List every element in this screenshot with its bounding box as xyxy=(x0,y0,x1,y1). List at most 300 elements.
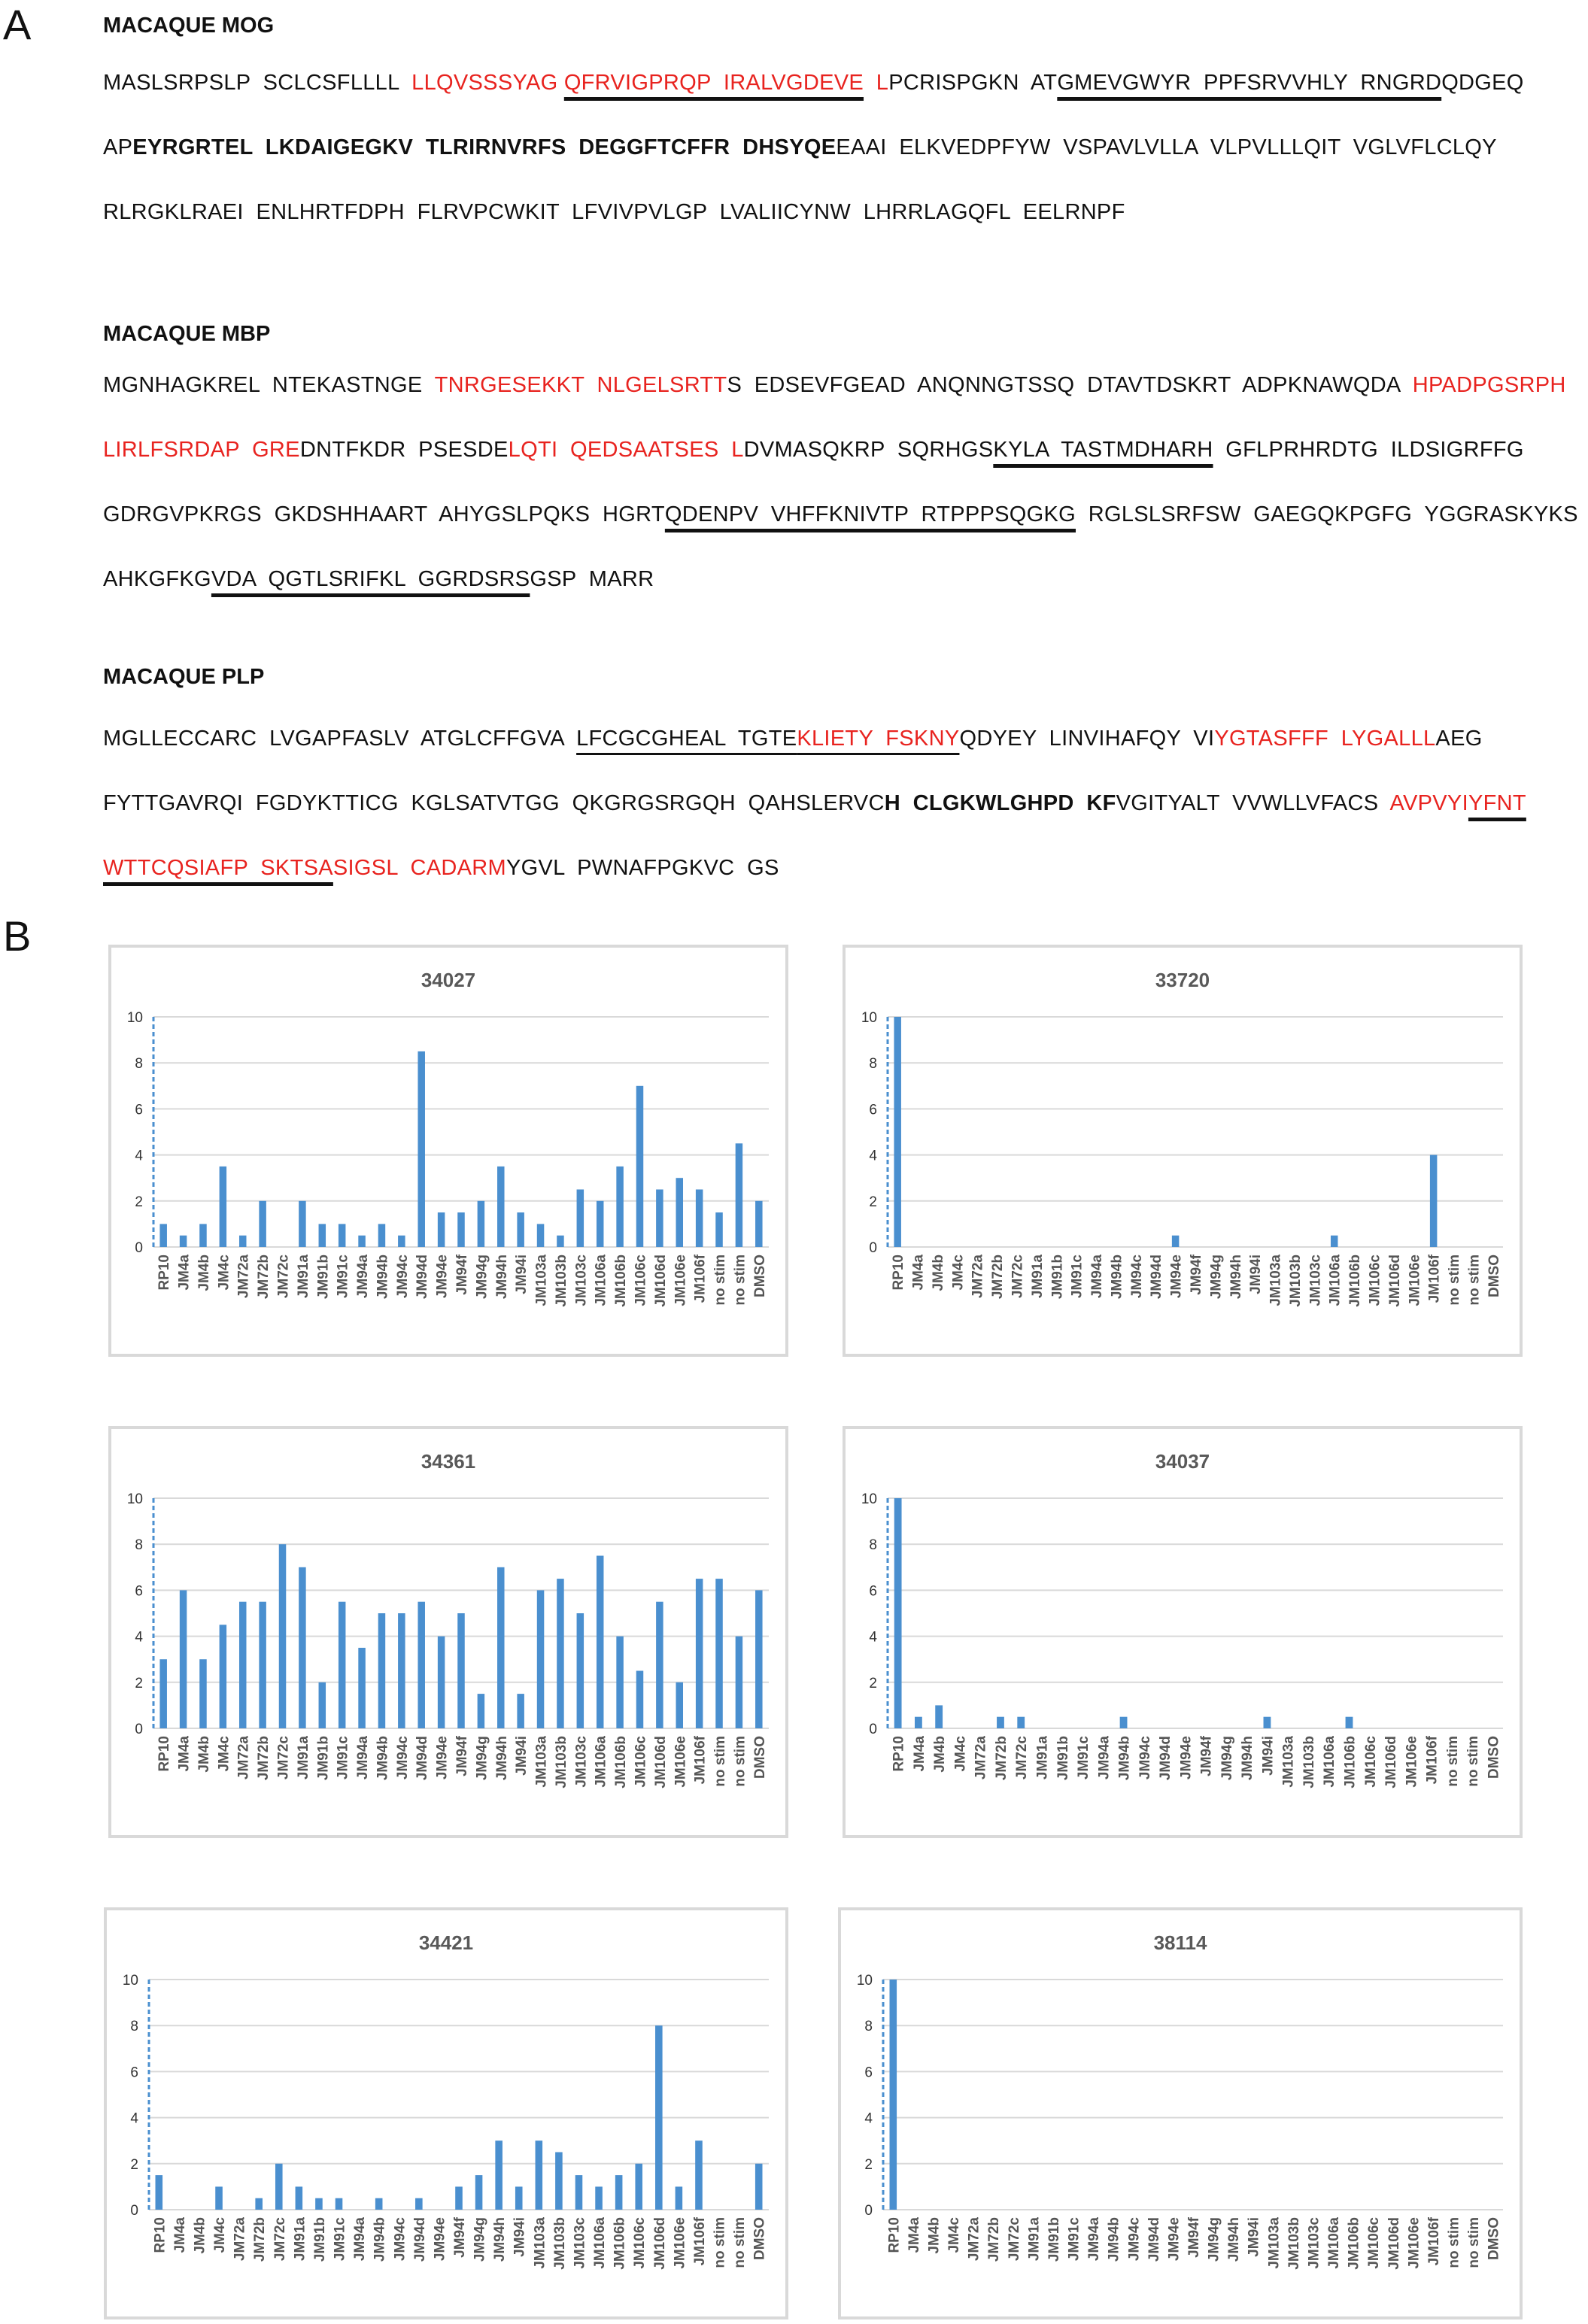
x-tick-label: JM106e xyxy=(1406,2217,1423,2269)
sequence-segment: RLRGKLRAEI ENLHRTFDPH FLRVPCWKIT LFVIVPVLGP LVALIICYNW LHRRLAGQFL EELRNPF xyxy=(103,200,1125,224)
x-tick-label: JM72b xyxy=(252,2217,269,2262)
sequence-segment: SIGSL CADARM xyxy=(332,856,506,880)
x-tick-label: JM91b xyxy=(315,1255,332,1300)
x-tick-label: JM106d xyxy=(652,1736,669,1789)
x-tick-label: JM106d xyxy=(652,1255,669,1307)
bar xyxy=(457,1212,464,1247)
panel-label-b: B xyxy=(3,912,32,960)
x-tick-label: JM72c xyxy=(1010,1255,1026,1299)
x-tick-label: JM106c xyxy=(1362,1736,1379,1788)
bar xyxy=(537,1590,544,1728)
x-tick-label: JM106e xyxy=(672,2217,688,2269)
x-tick-label: JM72c xyxy=(275,1736,292,1780)
x-tick-label: JM4c xyxy=(216,1736,232,1772)
x-tick-label: JM91c xyxy=(1066,2217,1082,2262)
bar xyxy=(415,2198,423,2210)
x-tick-label: JM94g xyxy=(1206,2217,1222,2262)
bar xyxy=(656,1190,663,1248)
sequence-segment: DNTFKDR PSESDE xyxy=(299,438,509,462)
x-tick-label: JM94h xyxy=(1228,1255,1244,1300)
y-tick-label: 4 xyxy=(864,2110,873,2127)
x-tick-label: JM72a xyxy=(973,1736,989,1780)
x-tick-label: JM72c xyxy=(1014,1736,1031,1780)
x-tick-label: JM103c xyxy=(1306,2217,1322,2269)
x-tick-label: no stim xyxy=(1444,1736,1461,1787)
y-tick-label: 10 xyxy=(861,1491,877,1507)
x-tick-label: JM94g xyxy=(1208,1255,1225,1300)
x-tick-label: JM91b xyxy=(311,2217,328,2262)
x-tick-label: JM106b xyxy=(613,1736,630,1789)
sequence-segment: VGITYALT VVWLLVFACS xyxy=(1116,791,1390,815)
x-tick-label: JM106c xyxy=(1367,1255,1383,1306)
y-tick-label: 10 xyxy=(861,1010,877,1026)
chart-title: 34361 xyxy=(421,1450,476,1473)
x-tick-label: JM94f xyxy=(452,2217,468,2258)
x-tick-label: JM106a xyxy=(593,1736,609,1788)
x-tick-label: JM94d xyxy=(1158,1736,1174,1781)
x-tick-label: JM106d xyxy=(1383,1736,1400,1789)
y-tick-label: 4 xyxy=(135,1629,143,1646)
mog-sequence-line xyxy=(103,135,1497,160)
x-tick-label: JM103b xyxy=(553,1255,569,1307)
x-tick-label: JM106d xyxy=(1386,2217,1402,2270)
bar xyxy=(676,1682,683,1728)
chart-title: 34027 xyxy=(421,969,476,991)
sequence-segment: MASLSRPSLP SCLCSFLLLL xyxy=(103,71,412,95)
bar xyxy=(375,2198,383,2210)
x-tick-label: JM106c xyxy=(633,1736,649,1788)
bar xyxy=(497,1167,504,1247)
sequence-segment: YGTASFFF LYGALLL xyxy=(1214,727,1436,751)
y-tick-label: 6 xyxy=(135,1102,143,1118)
bar xyxy=(935,1705,943,1728)
bar xyxy=(997,1717,1004,1728)
sequence-segment: MGNHAGKREL NTEKASTNGE xyxy=(103,373,435,397)
x-tick-label: DMSO xyxy=(751,2217,768,2260)
bar xyxy=(695,2140,703,2210)
y-tick-label: 8 xyxy=(135,1537,143,1554)
x-tick-label: JM106a xyxy=(1322,1736,1338,1788)
bar xyxy=(755,2164,763,2210)
x-tick-label: JM106f xyxy=(1424,1736,1441,1785)
sequence-segment: AEG xyxy=(1435,727,1483,751)
mog-title: MACAQUE MOG xyxy=(103,14,275,38)
y-tick-label: 6 xyxy=(869,1583,877,1600)
bar xyxy=(1120,1717,1128,1728)
sequence-segment: H CLGKWLGHPD KF xyxy=(884,791,1116,815)
x-tick-label: JM4b xyxy=(926,2217,943,2254)
x-tick-label: JM4a xyxy=(172,2217,188,2253)
sequence-segment: GMEVGWYR PPFSRVVHLY RNGRD xyxy=(1057,71,1442,95)
x-tick-label: JM91a xyxy=(1034,1736,1051,1780)
bar xyxy=(296,2186,303,2210)
x-tick-label: JM94i xyxy=(514,1736,530,1776)
x-tick-label: JM91b xyxy=(1046,2217,1062,2262)
bar xyxy=(299,1567,305,1728)
x-tick-label: JM94d xyxy=(411,2217,428,2262)
x-tick-label: JM106f xyxy=(1426,1255,1443,1303)
x-tick-label: JM94b xyxy=(375,1255,391,1300)
x-tick-label: JM72b xyxy=(993,1736,1010,1781)
x-tick-label: JM94b xyxy=(372,2217,388,2262)
bar xyxy=(159,1224,166,1247)
x-tick-label: JM94i xyxy=(514,1255,530,1294)
x-tick-label: JM91a xyxy=(292,2217,308,2262)
bar xyxy=(557,1236,563,1247)
x-tick-label: JM103b xyxy=(553,1736,569,1789)
bar xyxy=(457,1613,464,1728)
chart-svg xyxy=(111,1429,785,1835)
x-tick-label: JM94a xyxy=(1089,1255,1106,1299)
sequence-segment: LFCGCGHEAL TGTE xyxy=(576,727,797,751)
bar xyxy=(180,1236,187,1247)
x-tick-label: JM106b xyxy=(613,1255,630,1307)
y-tick-label: 4 xyxy=(869,1148,877,1164)
bar xyxy=(495,2140,503,2210)
x-tick-label: JM72a xyxy=(966,2217,982,2262)
chart-title: 34421 xyxy=(418,1931,474,1954)
x-tick-label: JM4c xyxy=(950,1255,967,1291)
x-tick-label: JM94c xyxy=(394,1736,411,1780)
bar xyxy=(438,1212,445,1247)
sequence-segment: TNRGESEKKT NLGELSRTT xyxy=(434,373,727,397)
y-tick-label: 2 xyxy=(869,1675,877,1691)
x-tick-label: JM94i xyxy=(1246,2217,1262,2257)
chart-title: 38114 xyxy=(1153,1931,1207,1954)
x-tick-label: JM94f xyxy=(454,1736,470,1776)
bar-chart-34361 xyxy=(108,1426,788,1838)
bar xyxy=(215,2186,223,2210)
x-tick-label: no stim xyxy=(732,1736,748,1787)
x-tick-label: JM72a xyxy=(235,1736,252,1780)
y-tick-label: 2 xyxy=(135,1675,143,1691)
x-tick-label: JM94d xyxy=(1149,1255,1165,1300)
x-tick-label: JM4b xyxy=(932,1736,949,1773)
y-tick-label: 8 xyxy=(135,1056,143,1072)
y-tick-label: 0 xyxy=(869,1240,877,1256)
x-tick-label: JM94b xyxy=(375,1736,391,1781)
sequence-segment: QDYEY LINVIHAFQY VI xyxy=(959,727,1215,751)
y-tick-label: 10 xyxy=(126,1491,143,1507)
sequence-segment: QFRVIGPRQP IRALVGDEVE xyxy=(563,71,864,95)
bar xyxy=(577,1613,584,1728)
mbp-sequence-line xyxy=(103,567,654,592)
x-tick-label: JM94b xyxy=(1109,1255,1125,1300)
x-tick-label: JM94f xyxy=(1189,1255,1204,1295)
x-tick-label: DMSO xyxy=(1486,1255,1502,1297)
y-tick-label: 4 xyxy=(135,1148,143,1164)
x-tick-label: no stim xyxy=(712,1255,729,1306)
sequence-segment: LQTI QEDSAATSES L xyxy=(508,438,744,462)
bar-chart-33720 xyxy=(843,945,1523,1357)
sequence-segment: YFNT xyxy=(1468,791,1526,815)
bar xyxy=(475,2175,483,2210)
x-tick-label: JM94e xyxy=(434,1255,451,1299)
x-tick-label: JM72b xyxy=(990,1255,1007,1300)
sequence-segment: QDENPV VHFFKNIVTP RTPPPSQGKG xyxy=(664,502,1076,526)
bar xyxy=(655,2025,663,2210)
x-tick-label: JM91c xyxy=(332,2217,348,2262)
bar xyxy=(1430,1155,1437,1247)
sequence-segment: FYTTGAVRQI FGDYKTTICG KGLSATVTGG QKGRGSRGQH QAHSLERVC xyxy=(103,791,885,815)
x-tick-label: JM103b xyxy=(1286,2217,1302,2270)
bar xyxy=(676,2186,683,2210)
x-tick-label: JM4c xyxy=(212,2217,229,2253)
bar xyxy=(398,1236,405,1247)
bar xyxy=(239,1602,246,1728)
bar-chart-38114 xyxy=(838,1907,1523,2319)
x-tick-label: JM94d xyxy=(1146,2217,1162,2262)
bar xyxy=(755,1201,762,1247)
mbp-sequence-line xyxy=(103,502,1578,527)
chart-svg xyxy=(107,1910,785,2316)
x-tick-label: JM94d xyxy=(414,1255,431,1300)
bar xyxy=(220,1625,226,1728)
x-tick-label: RP10 xyxy=(891,1255,907,1291)
x-tick-label: JM4a xyxy=(176,1736,193,1772)
x-tick-label: JM103a xyxy=(533,1255,550,1306)
bar-chart-34421 xyxy=(104,1907,788,2319)
x-tick-label: JM94h xyxy=(1226,2217,1243,2262)
y-tick-label: 10 xyxy=(856,1973,873,1989)
bar xyxy=(517,1212,524,1247)
x-tick-label: JM4c xyxy=(216,1255,232,1291)
bar xyxy=(696,1579,703,1728)
x-tick-label: JM91a xyxy=(1029,1255,1046,1299)
bar xyxy=(1346,1717,1353,1728)
x-tick-label: JM94g xyxy=(1219,1736,1235,1781)
x-tick-label: JM94i xyxy=(1260,1736,1277,1776)
x-tick-label: JM72a xyxy=(235,1255,252,1299)
x-tick-label: DMSO xyxy=(1486,1736,1502,1779)
chart-svg xyxy=(846,1429,1520,1835)
x-tick-label: JM94b xyxy=(1106,2217,1122,2262)
x-tick-label: JM103a xyxy=(532,2217,548,2269)
x-tick-label: JM94e xyxy=(1178,1736,1195,1780)
x-tick-label: JM94g xyxy=(474,1255,490,1300)
bar xyxy=(537,1224,544,1247)
bar xyxy=(159,1659,166,1728)
bar xyxy=(255,2198,263,2210)
x-tick-label: JM106b xyxy=(1346,2217,1362,2270)
x-tick-label: JM91a xyxy=(295,1255,311,1299)
x-tick-label: JM106b xyxy=(1347,1255,1364,1307)
bar xyxy=(555,2153,563,2210)
bar xyxy=(656,1602,663,1728)
sequence-segment: AVPVYI xyxy=(1389,791,1468,815)
bar xyxy=(715,1212,722,1247)
x-tick-label: JM94i xyxy=(1248,1255,1265,1294)
sequence-segment: LIRLFSRDAP GRE xyxy=(103,438,300,462)
sequence-segment: GDRGVPKRGS GKDSHHAART AHYGSLPQKS HGRT xyxy=(103,502,665,526)
bar xyxy=(597,1201,603,1247)
bar xyxy=(890,1980,897,2210)
x-tick-label: JM72c xyxy=(275,1255,292,1299)
y-tick-label: 0 xyxy=(135,1240,143,1256)
x-tick-label: JM94e xyxy=(1168,1255,1185,1299)
sequence-segment: EYRGRTEL LKDAIGEGKV TLRIRNVRFS DEGGFTCFFR DHSYQE xyxy=(132,135,837,159)
x-tick-label: JM94i xyxy=(512,2217,528,2257)
y-tick-label: 8 xyxy=(869,1056,877,1072)
y-tick-label: 0 xyxy=(869,1722,877,1737)
bar xyxy=(696,1190,703,1248)
bar xyxy=(156,2175,163,2210)
bar xyxy=(315,2198,323,2210)
bar xyxy=(715,1579,722,1728)
x-tick-label: JM91c xyxy=(335,1255,351,1299)
x-tick-label: JM94f xyxy=(1198,1736,1215,1776)
bar xyxy=(319,1682,326,1728)
x-tick-label: JM94c xyxy=(392,2217,408,2262)
bar xyxy=(1017,1717,1025,1728)
sequence-segment: GSP MARR xyxy=(530,567,654,591)
x-tick-label: JM94a xyxy=(355,1736,372,1780)
plp-sequence-line xyxy=(103,856,779,881)
bar xyxy=(616,1167,623,1247)
x-tick-label: RP10 xyxy=(152,2217,169,2253)
x-tick-label: JM94f xyxy=(454,1255,470,1295)
x-tick-label: JM106a xyxy=(593,1255,609,1306)
sequence-segment: AP xyxy=(103,135,133,159)
x-tick-label: RP10 xyxy=(891,1736,907,1772)
bar xyxy=(378,1613,385,1728)
x-tick-label: JM94h xyxy=(493,1736,510,1781)
bar xyxy=(1172,1236,1179,1247)
y-tick-label: 4 xyxy=(130,2110,138,2127)
bar xyxy=(279,1544,286,1728)
x-tick-label: JM103b xyxy=(1287,1255,1304,1307)
bar-chart-34027 xyxy=(108,945,788,1357)
chart-svg xyxy=(111,948,785,1354)
bar xyxy=(595,2186,603,2210)
sequence-segment: PCRISPGKN AT xyxy=(888,71,1058,95)
bar xyxy=(199,1659,206,1728)
bar xyxy=(299,1201,305,1247)
x-tick-label: JM106e xyxy=(1404,1736,1420,1788)
bar xyxy=(736,1143,742,1247)
bar xyxy=(615,2175,623,2210)
bar xyxy=(220,1167,226,1247)
x-tick-label: JM72b xyxy=(256,1255,272,1300)
x-tick-label: no stim xyxy=(712,1736,729,1787)
x-tick-label: JM94e xyxy=(434,1736,451,1780)
x-tick-label: JM91a xyxy=(1026,2217,1043,2262)
x-tick-label: JM106f xyxy=(1426,2217,1442,2266)
bar xyxy=(180,1590,187,1728)
x-tick-label: JM94c xyxy=(394,1255,411,1299)
bar xyxy=(497,1567,504,1728)
bar xyxy=(635,2164,642,2210)
bar xyxy=(259,1602,266,1728)
bar xyxy=(597,1556,603,1729)
x-tick-label: JM94b xyxy=(1116,1736,1133,1781)
x-tick-label: JM106e xyxy=(673,1736,689,1788)
x-tick-label: no stim xyxy=(1466,1255,1483,1306)
bar xyxy=(894,1017,900,1247)
y-tick-label: 10 xyxy=(122,1973,138,1989)
x-tick-label: JM94h xyxy=(492,2217,509,2262)
x-tick-label: JM106c xyxy=(632,2217,648,2269)
x-tick-label: JM106f xyxy=(692,1736,709,1785)
x-tick-label: JM94h xyxy=(1240,1736,1256,1781)
bar xyxy=(577,1190,584,1248)
plp-sequence-line xyxy=(103,727,1483,751)
y-tick-label: 8 xyxy=(130,2019,138,2035)
chart-svg xyxy=(841,1910,1520,2316)
mog-sequence-line xyxy=(103,200,1125,225)
x-tick-label: JM94c xyxy=(1128,1255,1145,1299)
x-tick-label: JM106b xyxy=(1342,1736,1359,1789)
bar xyxy=(336,2198,343,2210)
x-tick-label: JM103c xyxy=(572,2217,588,2269)
x-tick-label: JM106e xyxy=(673,1255,689,1306)
x-tick-label: JM106b xyxy=(612,2217,628,2270)
x-tick-label: JM106f xyxy=(691,2217,708,2266)
y-tick-label: 0 xyxy=(135,1722,143,1737)
x-tick-label: JM4b xyxy=(192,2217,208,2254)
bar xyxy=(478,1201,484,1247)
x-tick-label: JM103c xyxy=(573,1736,590,1788)
x-tick-label: JM72a xyxy=(232,2217,248,2262)
y-tick-label: 8 xyxy=(869,1537,877,1554)
x-tick-label: JM103a xyxy=(533,1736,550,1788)
x-tick-label: JM94a xyxy=(1086,2217,1103,2262)
x-tick-label: JM106a xyxy=(592,2217,609,2269)
mbp-title: MACAQUE MBP xyxy=(103,322,271,346)
bar xyxy=(398,1613,405,1728)
x-tick-label: JM91b xyxy=(1055,1736,1071,1781)
y-tick-label: 2 xyxy=(135,1194,143,1210)
x-tick-label: JM4a xyxy=(906,2217,922,2253)
x-tick-label: JM94g xyxy=(472,2217,488,2262)
x-tick-label: DMSO xyxy=(751,1255,768,1297)
mbp-sequence-line xyxy=(103,373,1566,398)
x-tick-label: JM106c xyxy=(1366,2217,1383,2269)
bar xyxy=(515,2186,523,2210)
x-tick-label: no stim xyxy=(732,2217,748,2268)
bar xyxy=(417,1051,424,1247)
x-tick-label: JM106a xyxy=(1327,1255,1344,1306)
x-tick-label: JM103b xyxy=(1301,1736,1317,1789)
bar xyxy=(358,1236,365,1247)
sequence-segment: QDGEQ xyxy=(1441,71,1524,95)
x-tick-label: JM94h xyxy=(493,1255,510,1300)
panel-label-a: A xyxy=(3,1,32,48)
bar xyxy=(894,1498,902,1728)
x-tick-label: JM4b xyxy=(930,1255,946,1291)
x-tick-label: JM103a xyxy=(1268,1255,1284,1306)
sequence-segment: KLIETY FSKNY xyxy=(797,727,960,751)
bar xyxy=(676,1178,683,1247)
x-tick-label: JM72b xyxy=(256,1736,272,1781)
x-tick-label: JM91a xyxy=(295,1736,311,1780)
x-tick-label: JM4c xyxy=(952,1736,969,1772)
sequence-segment: AHKGFKG xyxy=(103,567,211,591)
x-tick-label: JM72c xyxy=(1006,2217,1022,2262)
sequence-segment: RGLSLSRFSW GAEGQKPGFG YGGRASKYKS xyxy=(1076,502,1578,526)
plp-sequence-line xyxy=(103,791,1526,816)
y-tick-label: 6 xyxy=(869,1102,877,1118)
bar xyxy=(636,1086,643,1247)
sequence-segment: MGLLECCARC LVGAPFASLV ATGLCFFGVA xyxy=(103,727,577,751)
x-tick-label: JM94f xyxy=(1186,2217,1202,2258)
bar xyxy=(557,1579,563,1728)
x-tick-label: JM94c xyxy=(1137,1736,1153,1780)
x-tick-label: JM106d xyxy=(651,2217,668,2270)
bar xyxy=(915,1717,922,1728)
x-tick-label: no stim xyxy=(1466,2217,1483,2268)
y-tick-label: 2 xyxy=(864,2156,873,2173)
